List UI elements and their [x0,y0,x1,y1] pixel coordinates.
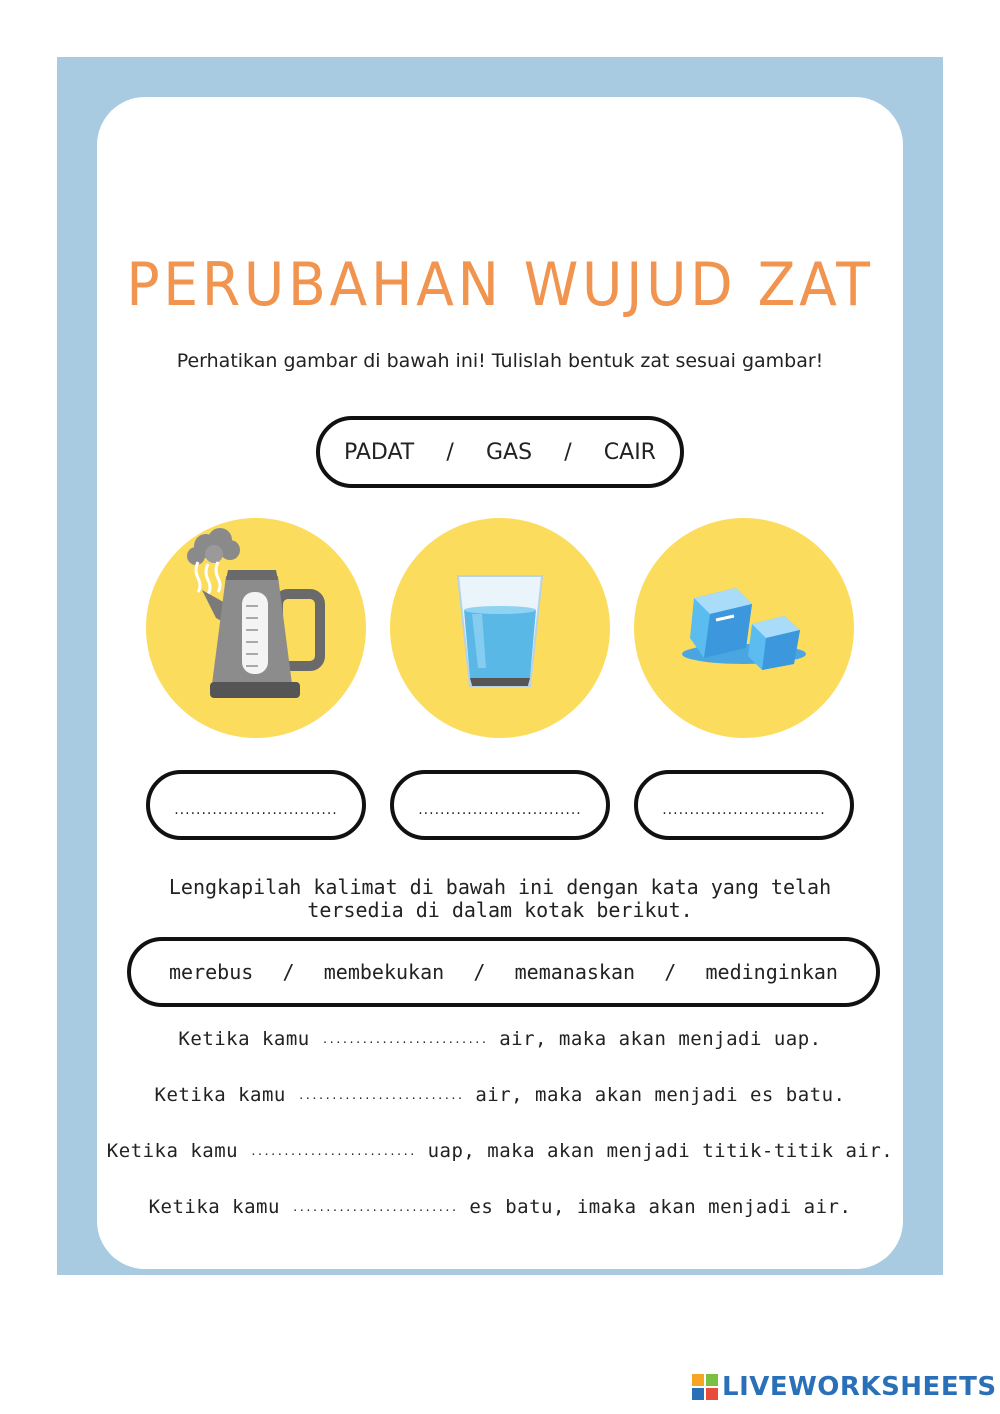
brand-name: LIVEWORKSHEETS [722,1372,997,1402]
page-title: PERUBAHAN WUJUD ZAT [126,250,874,320]
sentence-blank-4[interactable]: ......................... [291,1201,458,1214]
choice-separator: / [564,439,572,465]
choice-gas: GAS [485,439,533,465]
sentence-1 [0,1028,1000,1050]
picture-circle-kettle [146,518,366,738]
choice-separator: / [446,439,454,465]
word-separator: / [664,960,677,984]
sentence-text: Ketika kamu [106,1140,239,1162]
kettle-steam-icon [146,518,366,738]
sentence-text: uap, maka akan menjadi titik-titik air. [427,1140,894,1162]
word-membekukan: membekukan [323,960,445,984]
choice-padat: PADAT [344,439,415,465]
sentence-text: es batu, imaka akan menjadi air. [469,1196,852,1218]
word-merebus: merebus [169,960,254,984]
instruction-line-1: Lengkapilah kalimat di bawah ini dengan kata yang telah [168,875,832,899]
sentence-blank-1[interactable]: ......................... [321,1033,488,1046]
sentence-text: Ketika kamu [148,1196,280,1218]
choice-box [316,416,684,488]
picture-circle-ice [634,518,854,738]
sentence-4 [0,1196,1000,1218]
sentence-text: Ketika kamu [154,1084,286,1106]
word-medinginkan: medinginkan [705,960,838,984]
word-separator: / [282,960,295,984]
sentence-2 [0,1084,1000,1106]
sentence-text: air, maka akan menjadi es batu. [475,1084,846,1106]
liveworksheets-brand[interactable] [692,1372,997,1402]
answer-box-3[interactable] [634,770,854,840]
answer-blank: .............................. [662,802,826,818]
ice-cubes-icon [634,518,854,738]
answer-blank: .............................. [418,802,582,818]
instruction-line-2: tersedia di dalam kotak berikut. [307,898,693,922]
answer-box-2[interactable] [390,770,610,840]
subtitle: Perhatikan gambar di bawah ini! Tulislah bentuk zat sesuai gambar! [176,350,824,372]
picture-circle-glass [390,518,610,738]
sentence-text: Ketika kamu [178,1028,310,1050]
instruction [0,876,1000,922]
water-glass-icon [390,518,610,738]
sentence-blank-2[interactable]: ......................... [297,1089,464,1102]
answer-blank: .............................. [174,802,338,818]
word-memanaskan: memanaskan [514,960,636,984]
answer-box-1[interactable] [146,770,366,840]
word-separator: / [473,960,486,984]
word-bank-box [127,937,880,1007]
sentence-text: air, maka akan menjadi uap. [499,1028,822,1050]
liveworksheets-logo-icon [692,1374,718,1400]
sentence-blank-3[interactable]: ......................... [250,1145,416,1158]
sentence-3 [0,1140,1000,1162]
choice-cair: CAIR [603,439,656,465]
